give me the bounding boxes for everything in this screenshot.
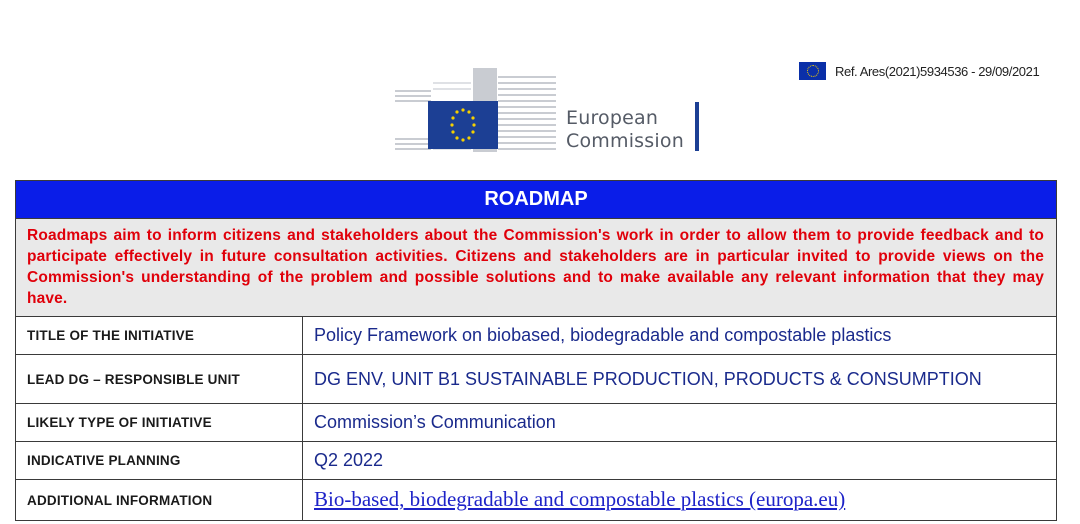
row-label-type: LIKELY TYPE OF INITIATIVE [16, 404, 303, 442]
row-label-additional-info: ADDITIONAL INFORMATION [16, 480, 303, 521]
eu-flag-icon [428, 101, 498, 149]
row-value-lead-dg: DG ENV, UNIT B1 SUSTAINABLE PRODUCTION, PRODUCTS & CONSUMPTION [303, 355, 1057, 404]
logo-wordmark [566, 107, 684, 153]
row-label-lead-dg: LEAD DG – RESPONSIBLE UNIT [16, 355, 303, 404]
reference-stamp [799, 62, 1039, 80]
table-row [16, 404, 1057, 442]
additional-info-link[interactable]: Bio-based, biodegradable and compostable plastics (europa.eu) [314, 487, 846, 511]
roadmap-intro: Roadmaps aim to inform citizens and stakeholders about the Commission's work in order to allow them to provide feedback and to participate effectively in future consultation activities. Citizens and stakeholders are in particular invited to provide views on the Commission's understanding of the problem and possible solutions and to make available any relevant information that they may have. [16, 219, 1057, 317]
roadmap-table [15, 180, 1057, 521]
logo-line-european: European [566, 107, 659, 129]
table-row [16, 355, 1057, 404]
european-commission-logo [393, 68, 713, 154]
table-row [16, 480, 1057, 521]
row-label-planning: INDICATIVE PLANNING [16, 442, 303, 480]
row-value-type: Commission’s Communication [303, 404, 1057, 442]
row-label-title: TITLE OF THE INITIATIVE [16, 317, 303, 355]
berlaymont-building-icon [393, 68, 563, 154]
roadmap-title: ROADMAP [16, 181, 1057, 219]
reference-text: Ref. Ares(2021)5934536 - 29/09/2021 [835, 63, 1040, 79]
eu-flag-icon [799, 62, 826, 80]
logo-line-commission: Commission [566, 130, 684, 152]
table-row [16, 317, 1057, 355]
table-row [16, 442, 1057, 480]
row-value-title: Policy Framework on biobased, biodegradable and compostable plastics [303, 317, 1057, 355]
row-value-planning: Q2 2022 [303, 442, 1057, 480]
logo-divider [695, 102, 699, 151]
